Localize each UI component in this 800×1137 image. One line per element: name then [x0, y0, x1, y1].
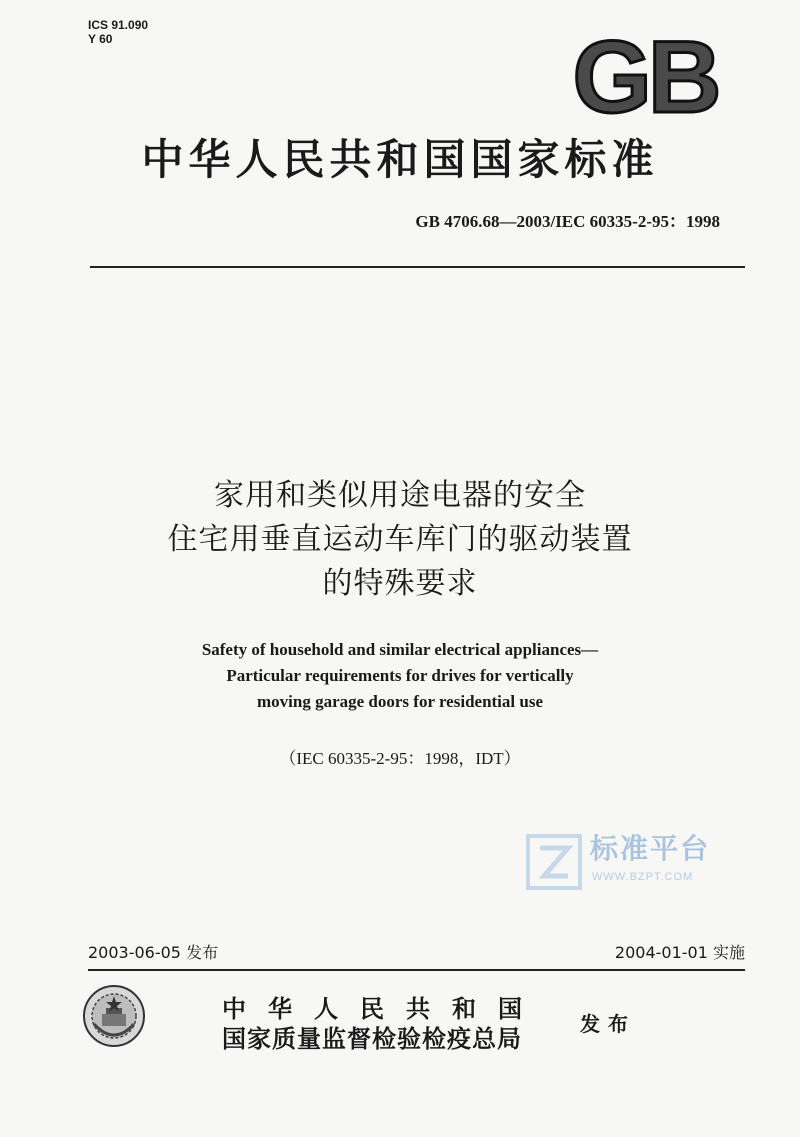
english-title-line-3: moving garage doors for residential use — [257, 692, 543, 711]
watermark-text: 标准平台 — [590, 832, 711, 865]
national-emblem-icon — [82, 984, 146, 1048]
watermark-url: WWW.BZPT.COM — [592, 871, 694, 883]
issuer — [222, 994, 544, 1054]
classification-codes — [88, 18, 148, 46]
issue-date: 2003-06-05 发布 — [88, 943, 219, 962]
english-title — [0, 637, 800, 715]
gb-logo — [545, 32, 745, 122]
publish-label: 发布 — [580, 1012, 636, 1036]
top-divider — [90, 266, 745, 268]
chinese-title-line-2: 住宅用垂直运动车库门的驱动装置 — [167, 522, 633, 557]
chinese-title-line-3: 的特殊要求 — [322, 566, 478, 601]
chinese-title-line-1: 家用和类似用途电器的安全 — [214, 478, 586, 513]
chinese-title — [0, 474, 800, 606]
issuer-line-2: 国家质量监督检验检疫总局 — [222, 1024, 522, 1053]
class-code: Y 60 — [88, 32, 113, 46]
gb-logo-text: GB — [572, 32, 718, 122]
standard-title: 中华人民共和国国家标准 — [141, 135, 659, 184]
standard-number: GB 4706.68—2003/IEC 60335-2-95：1998 — [415, 212, 720, 231]
iec-equivalence: （IEC 60335-2-95：1998，IDT） — [279, 749, 521, 768]
ics-code: ICS 91.090 — [88, 18, 149, 32]
implementation-date: 2004-01-01 实施 — [614, 943, 745, 962]
issuer-line-1: 中华人民共和国 — [222, 994, 544, 1023]
english-title-line-2: Particular requirements for drives for vertically — [226, 666, 574, 685]
english-title-line-1: Safety of household and similar electrical appliances— — [201, 640, 599, 659]
bottom-divider — [88, 969, 745, 971]
